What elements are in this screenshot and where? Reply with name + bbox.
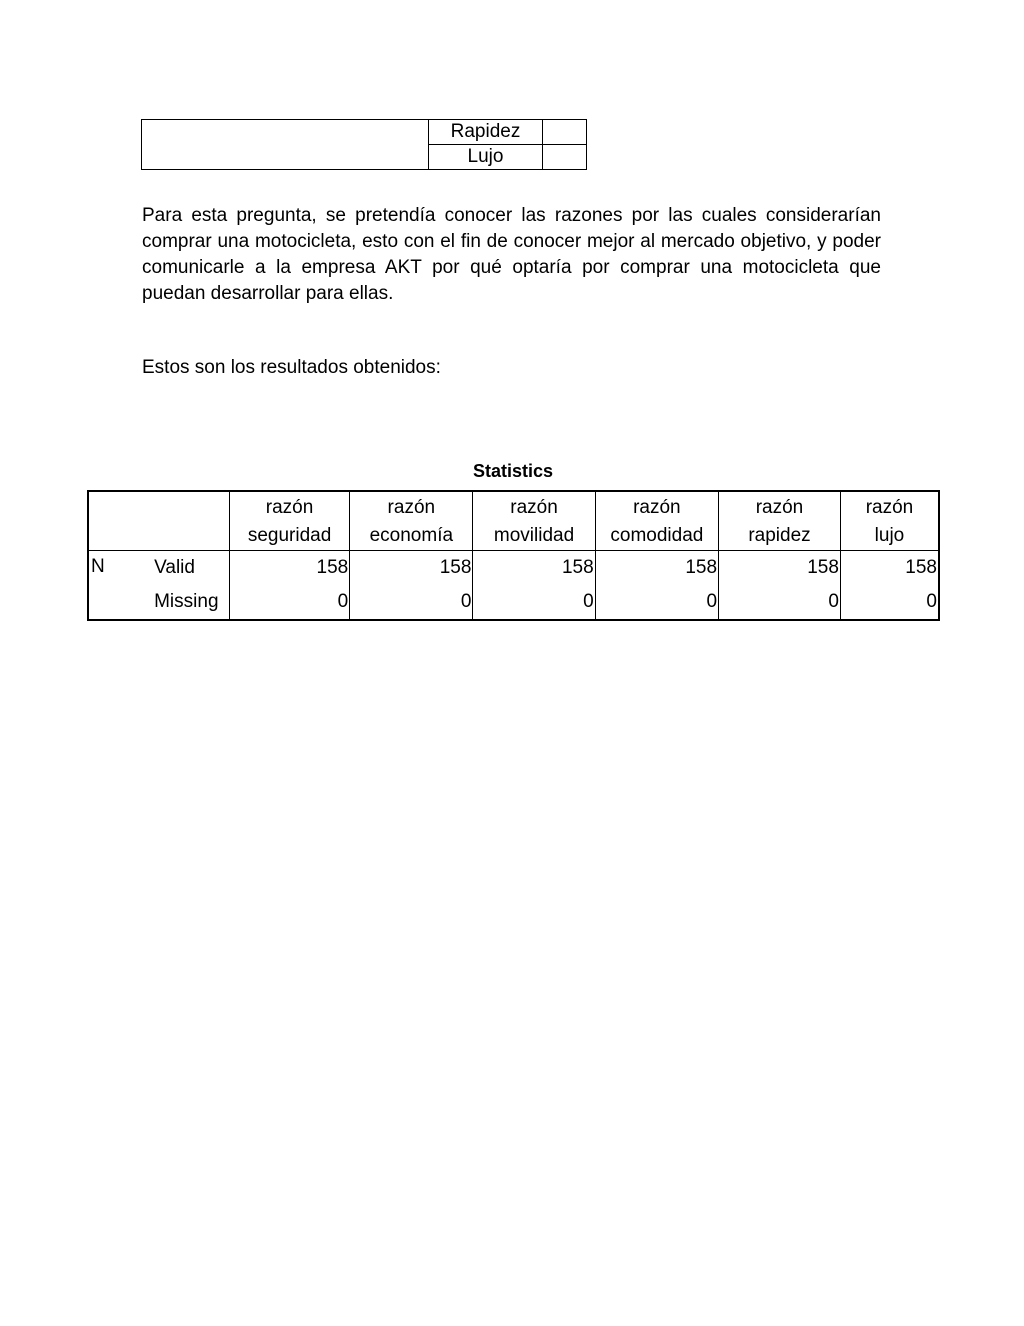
column-header-line: lujo [874,525,905,546]
statistics-header-row [88,491,939,551]
table-row [88,551,939,586]
column-header-line: economía [369,525,454,546]
table-cell: 158 [350,551,473,586]
options-row [142,120,587,145]
table-cell: 0 [840,585,939,620]
column-header [719,491,841,551]
column-header-line: razón [265,497,314,518]
table-cell: 0 [229,585,349,620]
column-header [595,491,718,551]
column-header-line: razón [865,497,914,518]
table-cell: 0 [595,585,718,620]
column-header-line: razón [755,497,804,518]
column-header-line: rapidez [748,525,811,546]
group-label: N [91,556,105,577]
table-cell: 158 [473,551,595,586]
column-header [840,491,939,551]
body-paragraph: Para esta pregunta, se pretendía conocer las razones por las cuales considerarían comprar una motocicleta, esto con el fin de conocer mejor al mercado objetivo, y poder comunicarle a la empresa AKT por qué optaría por comprar una motocicleta que puedan desarrollar para ellas. [142,205,881,304]
option-mark-cell [543,145,587,170]
results-intro: Estos son los resultados obtenidos: [142,357,441,378]
column-header-line: movilidad [493,525,575,546]
option-mark-cell [543,120,587,145]
options-blank-cell [142,120,429,170]
statistics-table [87,490,940,621]
option-label-rapidez: Rapidez [429,120,543,145]
column-header-line: comodidad [610,525,704,546]
column-header [350,491,473,551]
row-label: Missing [150,585,229,620]
statistics-title: Statistics [472,461,554,481]
column-header-line: seguridad [247,525,332,546]
options-table [141,119,587,170]
table-cell: 0 [350,585,473,620]
table-cell: 0 [719,585,841,620]
table-row [88,585,939,620]
column-header [229,491,349,551]
table-cell: 158 [229,551,349,586]
column-header [473,491,595,551]
row-label: Valid [150,551,229,586]
option-label-lujo: Lujo [429,145,543,170]
table-cell: 0 [473,585,595,620]
table-cell: 158 [719,551,841,586]
header-corner-cell [88,491,229,551]
column-header-line: razón [387,497,436,518]
table-cell: 158 [840,551,939,586]
table-cell: 158 [595,551,718,586]
column-header-line: razón [510,497,558,518]
column-header-line: razón [633,497,681,518]
